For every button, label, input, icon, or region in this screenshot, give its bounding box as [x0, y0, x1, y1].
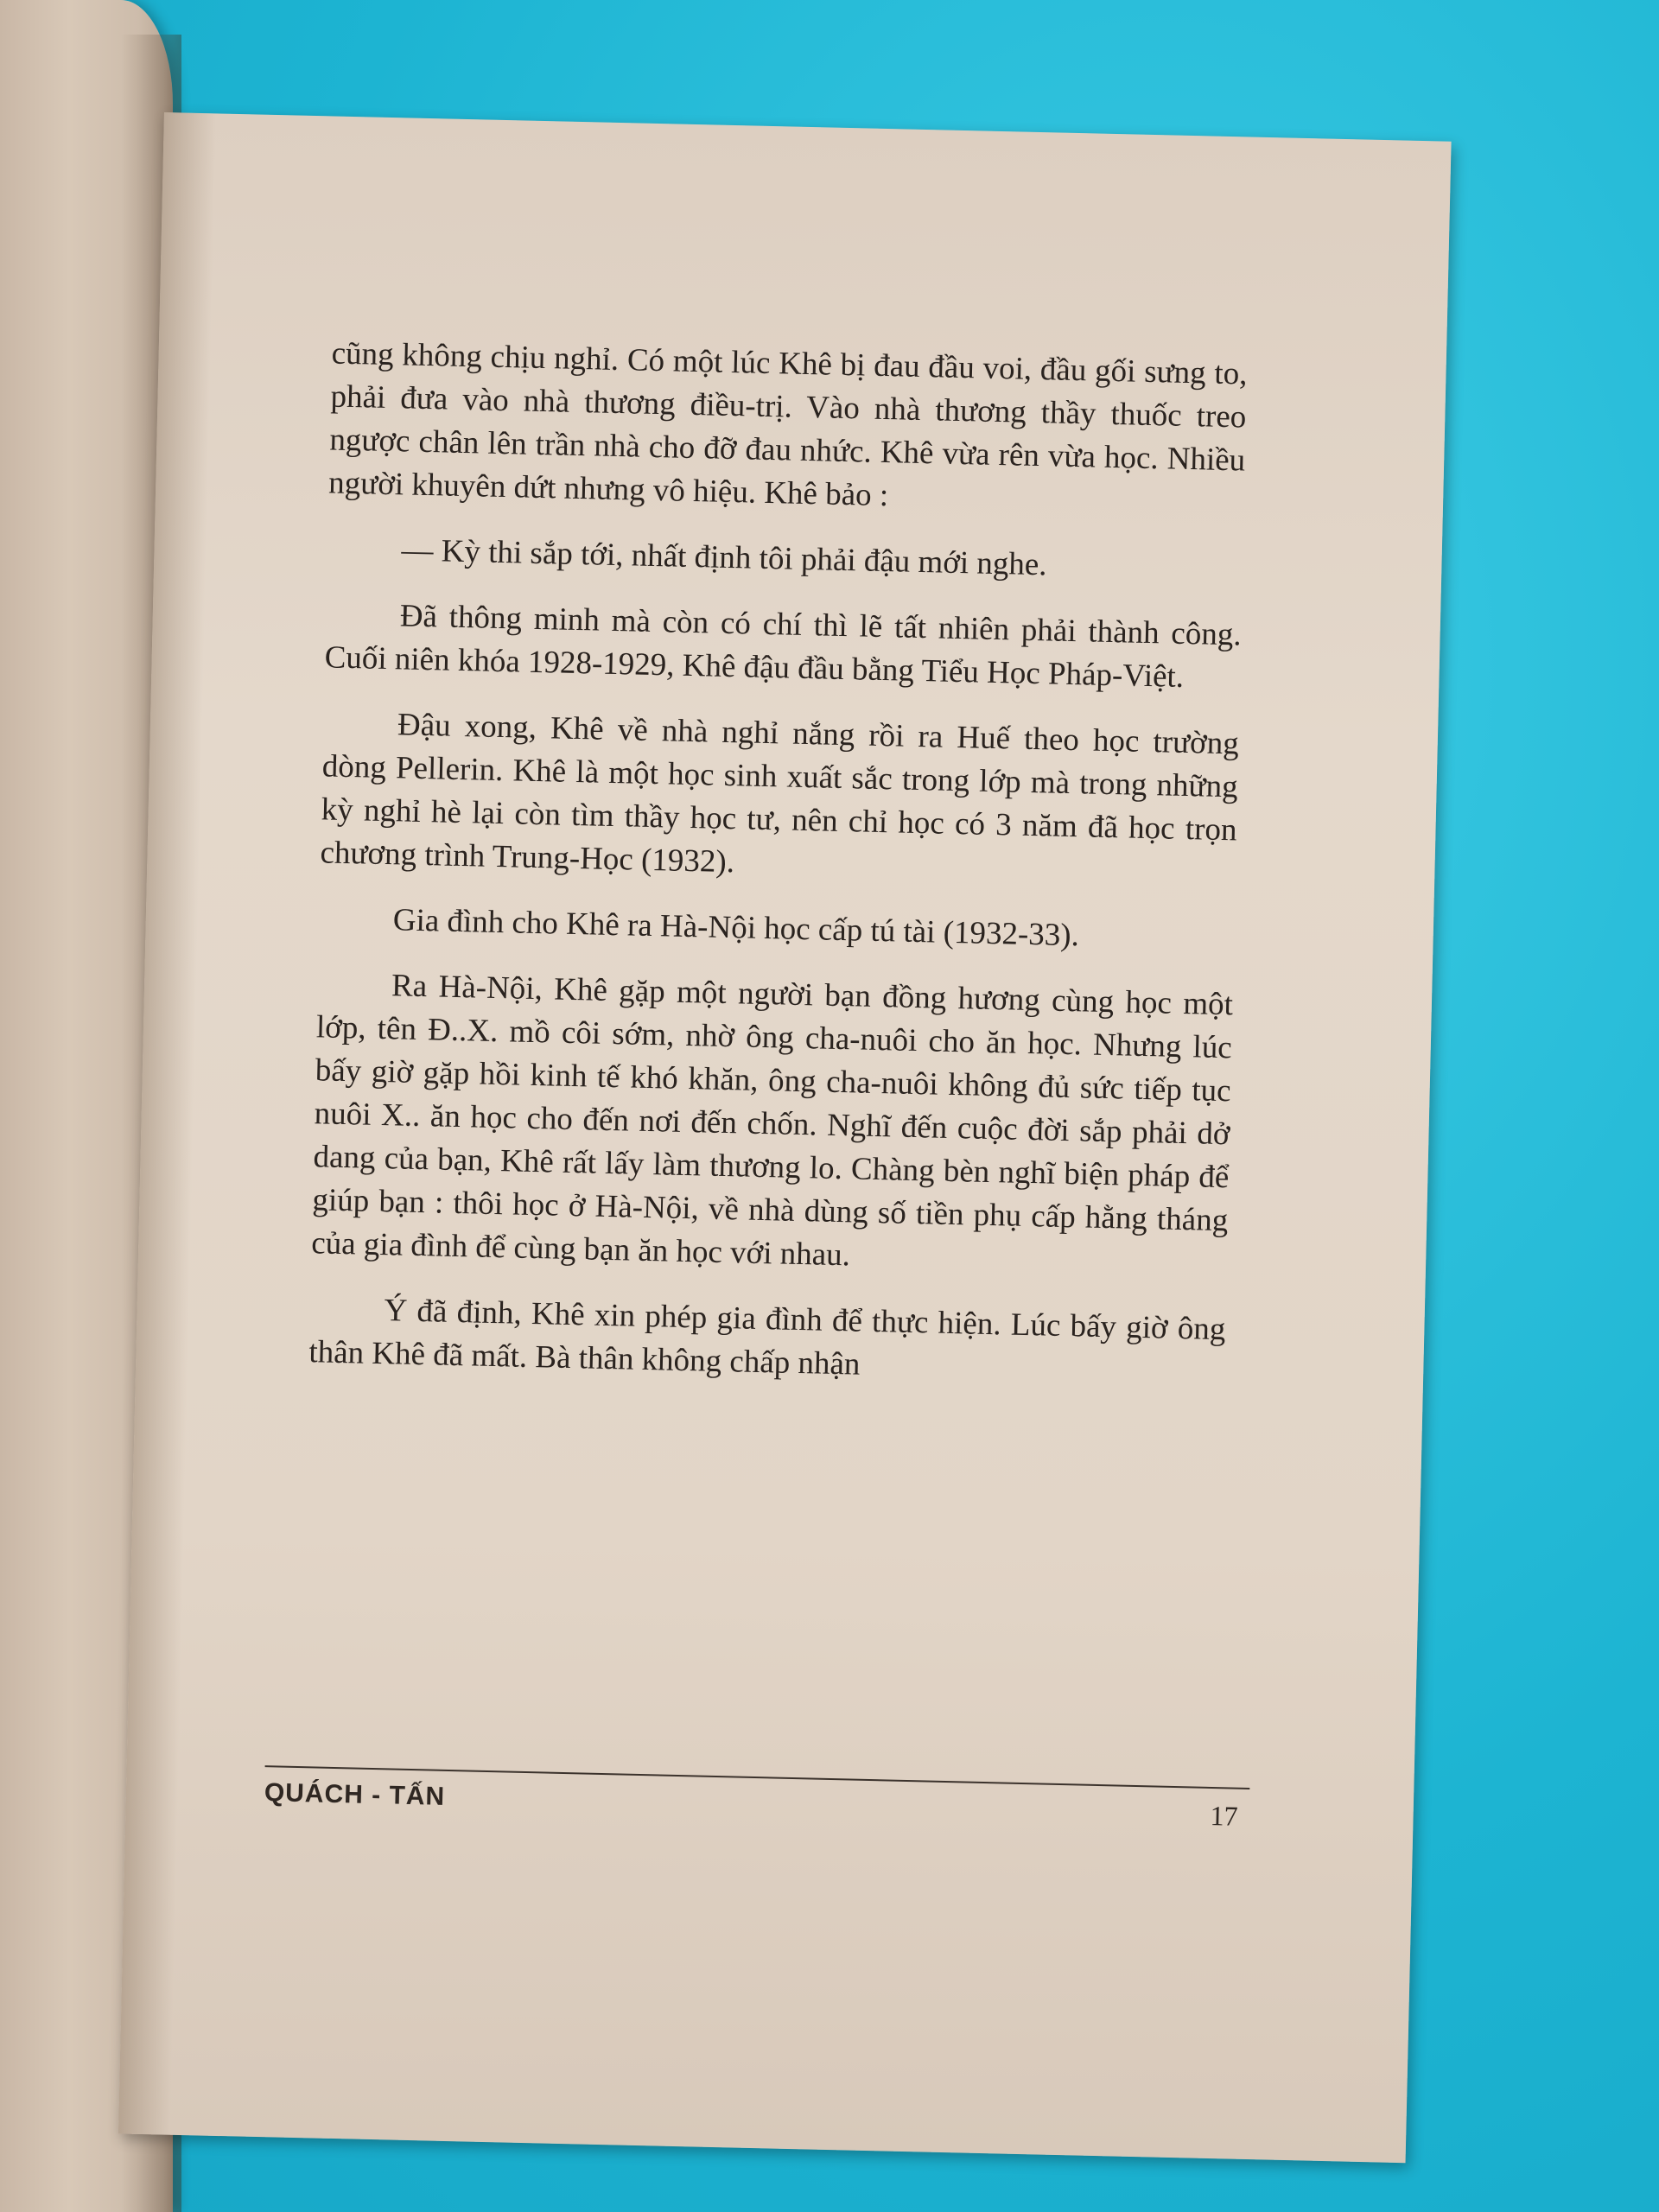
paragraph-7: Ý đã định, Khê xin phép gia đình để thực hiện. Lúc bấy giờ ông thân Khê đã mất. Bà thân không chấp nhận — [308, 1293, 1226, 1382]
paragraph-3: Đã thông minh mà còn có chí thì lẽ tất nhiên phải thành công. Cuối niên khóa 1928-1929, Khê đậu đầu bằng Tiểu Học Pháp-Việt. — [324, 598, 1243, 695]
page-number: 17 — [1210, 1799, 1238, 1832]
paragraph-5: Gia đình cho Khê ra Hà-Nội học cấp tú tài (1932-33). — [392, 902, 1080, 954]
paragraph-1: cũng không chịu nghỉ. Có một lúc Khê bị đau đầu voi, đầu gối sưng to, phải đưa vào nhà thương điều-trị. Vào nhà thương thầy thuốc treo ngược chân lên trần nhà cho đỡ đau nhức. Khê vừa rên vừa học. Nhiều người khuyên dứt nhưng vô hiệu. Khê bảo : — [327, 335, 1248, 514]
paragraph-4: Đậu xong, Khê về nhà nghỉ nắng rồi ra Huế theo học trường dòng Pellerin. Khê là một học sinh xuất sắc trong lớp mà trong những kỳ nghỉ hè lại còn tìm thầy học tư, nên chỉ học có 3 năm đã học trọn chương trình Trung-Học (1932). — [320, 707, 1240, 880]
paragraph-6: Ra Hà-Nội, Khê gặp một người bạn đồng hương cùng học một lớp, tên Đ..X. mồ côi sớm, nhờ ông cha-nuôi cho ăn học. Nhưng lúc bấy giờ gặp hồi kinh tế khó khăn, ông cha-nuôi không đủ sức tiếp tục nuôi X.. ăn học cho đến nơi đến chốn. Nghĩ đến cuộc đời sắp phải dở dang của bạn, Khê rất lấy làm thương lo. Chàng bèn nghĩ biện pháp để giúp bạn : thôi học ở Hà-Nội, về nhà dùng số tiền phụ cấp hằng tháng của gia đình để cùng bạn ăn học với nhau. — [310, 968, 1234, 1274]
book-page — [118, 112, 1452, 2163]
page-text — [308, 332, 1248, 1417]
footer-author: QUÁCH - TẤN — [264, 1778, 446, 1811]
paragraph-2-quote: — Kỳ thi sắp tới, nhất định tôi phải đậu mới nghe. — [401, 532, 1048, 583]
